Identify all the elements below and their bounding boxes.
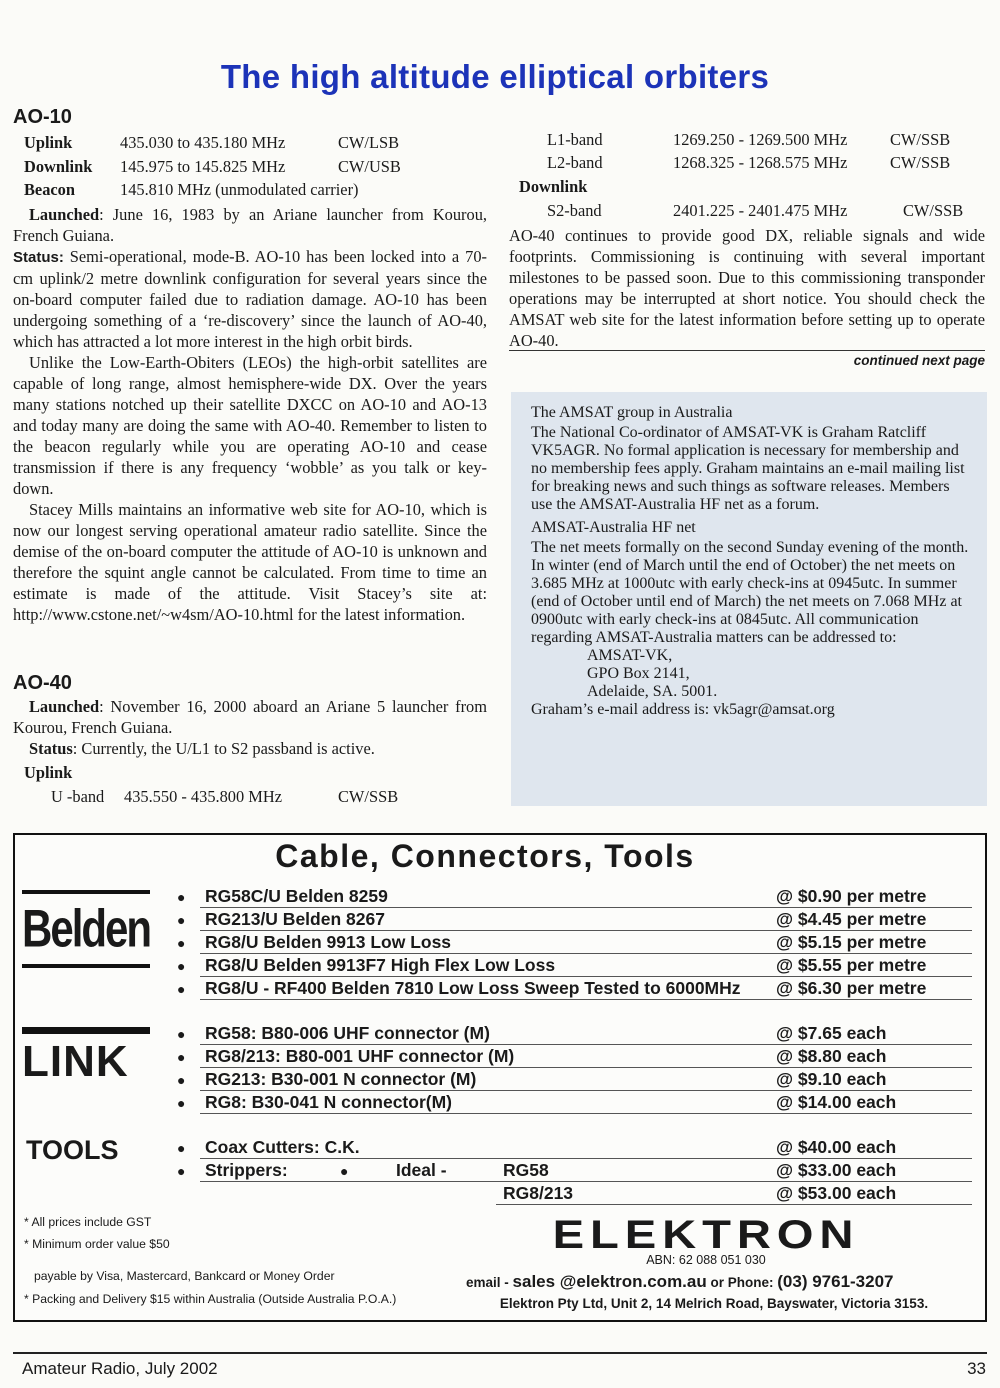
price-item: RG213/U Belden 8267	[205, 909, 385, 929]
price-value: @ $7.65 each	[776, 1023, 887, 1043]
price-value: @ $9.10 each	[776, 1069, 887, 1089]
strippers-label: Strippers:	[205, 1160, 288, 1180]
link-logo	[22, 1027, 150, 1087]
launched-text: : June 16, 1983 by an Ariane launcher from Kourou, French Guiana.	[13, 205, 487, 245]
launched-text: : November 16, 2000 aboard an Ariane 5 launcher from Kourou, French Guiana.	[13, 697, 487, 737]
page-title: The high altitude elliptical orbiters	[220, 58, 770, 95]
continued-note: continued next page	[853, 353, 985, 368]
price-value: @ $33.00 each	[776, 1160, 897, 1180]
bullet-icon: ●	[177, 935, 186, 951]
row-freq: 145.975 to 145.825 MHz	[120, 157, 286, 176]
bullet-icon: ●	[177, 1049, 186, 1065]
price-value: @ $40.00 each	[776, 1137, 897, 1157]
rg8-label: RG8/213	[503, 1183, 574, 1203]
footer-rule	[13, 1352, 987, 1354]
advert-title: Cable, Connectors, Tools	[275, 838, 695, 874]
row-divider	[200, 1158, 972, 1159]
hf-net-text: The net meets formally on the second Sunday evening of the month. In winter (end of March until the end of October) the net meets on 3.685 MHz at 1000utc with early check-ins at 0945utc. In summer (end of October until end of March) the net meets on 7.068 MHz at 0900utc with early check-ins at 0845utc. All communication regarding AMSAT-Australia matters can be addressed to:	[531, 539, 969, 646]
divider	[509, 350, 985, 351]
band-freq: 2401.225 - 2401.475 MHz	[673, 201, 848, 220]
email-link[interactable]: sales @elektron.com.au	[512, 1272, 707, 1291]
link-wordmark: LINK	[22, 1037, 129, 1086]
price-item: RG8/U - RF400 Belden 7810 Low Loss Sweep Tested to 6000MHz	[205, 978, 741, 998]
bullet-icon: ●	[177, 889, 186, 905]
row-mode: CW/LSB	[338, 133, 400, 152]
ao40-launched-para	[13, 696, 487, 738]
price-value: @ $5.15 per metre	[776, 932, 927, 952]
status-text: : Currently, the U/L1 to S2 passband is active.	[72, 739, 375, 758]
price-value: @ $5.55 per metre	[776, 955, 927, 975]
email-prefix: email -	[466, 1275, 513, 1290]
belden-wordmark: Belden	[22, 899, 151, 958]
band-label: S2-band	[547, 201, 602, 220]
ao10-body	[13, 204, 487, 625]
company-address: Elektron Pty Ltd, Unit 2, 14 Melrich Road, Bayswater, Victoria 3153.	[499, 1296, 929, 1311]
row-label: Downlink	[24, 157, 93, 176]
bullet-icon: ●	[177, 1026, 186, 1042]
band-label: L2-band	[547, 153, 603, 172]
address-line: GPO Box 2141,	[587, 665, 690, 682]
bullet-icon: ●	[177, 1163, 186, 1179]
ideal-label: Ideal -	[396, 1160, 447, 1180]
bullet-icon: ●	[177, 1072, 186, 1088]
bullet-icon: ●	[177, 1140, 186, 1156]
address-line: AMSAT-VK,	[587, 647, 673, 664]
contact-line	[466, 1272, 894, 1292]
phone-prefix: or Phone:	[706, 1275, 778, 1290]
tools-label: TOOLS	[26, 1135, 119, 1165]
launched-label: Launched	[29, 205, 100, 224]
price-item: RG58: B80-006 UHF connector (M)	[205, 1023, 490, 1043]
launched-label: Launched	[29, 697, 100, 716]
amsat-text: The National Co-ordinator of AMSAT-VK is Graham Ratcliff VK5AGR. No formal application is necessary for membership and no membership fees apply. Graham maintains an e-mail mailing list for breaking news and such things as software releases. Members use the AMSAT-Australia HF net as a forum.	[531, 424, 965, 513]
row-freq: 435.030 to 435.180 MHz	[120, 133, 286, 152]
price-item: RG58C/U Belden 8259	[205, 886, 388, 906]
bullet-icon: ●	[340, 1163, 349, 1179]
row-divider	[200, 1113, 972, 1114]
row-label: Beacon	[24, 180, 75, 199]
price-value: @ $14.00 each	[776, 1092, 897, 1112]
price-item: RG213: B30-001 N connector (M)	[205, 1069, 477, 1089]
row-divider	[200, 999, 972, 1000]
ao10-para-3: Stacey Mills maintains an informative web site for AO-10, which is now our longest serving operational amateur radio satellite. Since the demise of the on-board computer the attitude of AO-10 is unknown and therefore the squint angle cannot be calculated. From time to time an estimate is made of the attitude. Visit Stacey’s site at: http://www.cstone.net/~w4sm/AO-10.html for the latest information.	[13, 500, 487, 624]
address-line: Adelaide, SA. 5001.	[587, 683, 718, 700]
row-mode: CW/USB	[338, 157, 401, 176]
row-divider	[200, 953, 972, 954]
ao40-downlink-label: Downlink	[519, 177, 588, 196]
status-text: Semi-operational, mode-B. AO-10 has been locked into a 70-cm uplink/2 metre downlink configuration for several years since the on-board computer failed due to radiation damage. AO-10 has been undergoing something of a ‘re-discovery’ since the launch of AO-40, which has attracted a lot more interest in the high orbit birds.	[13, 247, 487, 351]
bullet-icon: ●	[177, 912, 186, 928]
price-value: @ $6.30 per metre	[776, 978, 927, 998]
ao40-uplink-label: Uplink	[24, 763, 73, 782]
band-label: U -band	[51, 787, 105, 806]
elektron-wordmark: ELEKTRON	[552, 1213, 860, 1257]
price-value: @ $0.90 per metre	[776, 886, 927, 906]
row-divider	[496, 1204, 972, 1205]
ao10-heading: AO-10	[13, 106, 72, 128]
price-item: RG8/U Belden 9913F7 High Flex Low Loss	[205, 955, 556, 975]
email-line: Graham’s e-mail address is: vk5agr@amsat.org	[531, 701, 835, 718]
status-label: Status	[29, 739, 73, 758]
price-item: RG8/213: B80-001 UHF connector (M)	[205, 1046, 515, 1066]
status-label: Status:	[13, 249, 64, 266]
ao10-para-2: Unlike the Low-Earth-Obiters (LEOs) the high-orbit satellites are capable of long range, almost hemisphere-wide DX. Over the years many stations notched up their satellite DXCC on AO-10 and AO-13 and today many are doing the same with AO-40. Remember to listen to the beacon regularly while you are operating AO-10 and cease transmission if there is any frequency ‘wobble’ as you talk or key-down.	[13, 353, 487, 498]
ao40-body	[13, 696, 487, 759]
ao10-status-para	[13, 246, 487, 352]
price-item: RG8: B30-041 N connector(M)	[205, 1092, 452, 1112]
bullet-icon: ●	[177, 958, 186, 974]
note-payment: payable by Visa, Mastercard, Bankcard or Money Order	[34, 1269, 335, 1283]
row-divider	[200, 1090, 972, 1091]
logo-rule	[22, 1027, 150, 1034]
bullet-icon: ●	[177, 1095, 186, 1111]
logo-rule	[22, 964, 150, 968]
price-item: RG8/U Belden 9913 Low Loss	[205, 932, 452, 952]
band-mode: CW/SSB	[338, 787, 399, 806]
phone-number: (03) 9761-3207	[777, 1272, 894, 1291]
row-divider	[200, 930, 972, 931]
amsat-heading: The AMSAT group in Australia	[531, 404, 733, 421]
band-freq: 435.550 - 435.800 MHz	[124, 787, 282, 806]
elektron-logo	[500, 1213, 912, 1257]
row-freq: 145.810 MHz (unmodulated carrier)	[120, 180, 359, 199]
ao10-launched-para	[13, 204, 487, 246]
band-freq: 1268.325 - 1268.575 MHz	[673, 153, 848, 172]
row-divider	[200, 976, 972, 977]
row-divider	[200, 907, 972, 908]
ao40-heading: AO-40	[13, 672, 72, 694]
abn: ABN: 62 088 051 030	[646, 1253, 766, 1267]
band-mode: CW/SSB	[890, 130, 951, 149]
band-label: L1-band	[547, 130, 603, 149]
amsat-box-content	[531, 404, 973, 719]
note-gst: * All prices include GST	[24, 1215, 152, 1229]
row-divider	[200, 1067, 972, 1068]
band-mode: CW/SSB	[903, 201, 964, 220]
note-delivery: * Packing and Delivery $15 within Australia (Outside Australia P.O.A.)	[24, 1292, 397, 1306]
note-minimum: * Minimum order value $50	[24, 1237, 170, 1251]
price-item: Coax Cutters: C.K.	[205, 1137, 360, 1157]
price-value: @ $4.45 per metre	[776, 909, 927, 929]
row-divider	[200, 1044, 972, 1045]
price-value: @ $8.80 each	[776, 1046, 887, 1066]
bullet-icon: ●	[177, 981, 186, 997]
band-mode: CW/SSB	[890, 153, 951, 172]
belden-logo	[22, 890, 150, 970]
band-freq: 1269.250 - 1269.500 MHz	[673, 130, 848, 149]
price-value: @ $53.00 each	[776, 1183, 897, 1203]
hf-net-heading: AMSAT-Australia HF net	[531, 519, 696, 536]
row-divider	[200, 1181, 972, 1182]
rg58-label: RG58	[503, 1160, 549, 1180]
ao40-status-para	[13, 738, 487, 759]
ao40-para: AO-40 continues to provide good DX, reliable signals and wide footprints. Commissioning is continuing with several important milestones to be passed soon. Due to this commissioning transponder operations may be interrupted at short notice. You should check the AMSAT web site for the latest information before setting up to operate AO-40.	[509, 226, 985, 350]
footer-publication: Amateur Radio, July 2002	[22, 1359, 218, 1378]
page-number: 33	[967, 1359, 986, 1378]
row-label: Uplink	[24, 133, 73, 152]
